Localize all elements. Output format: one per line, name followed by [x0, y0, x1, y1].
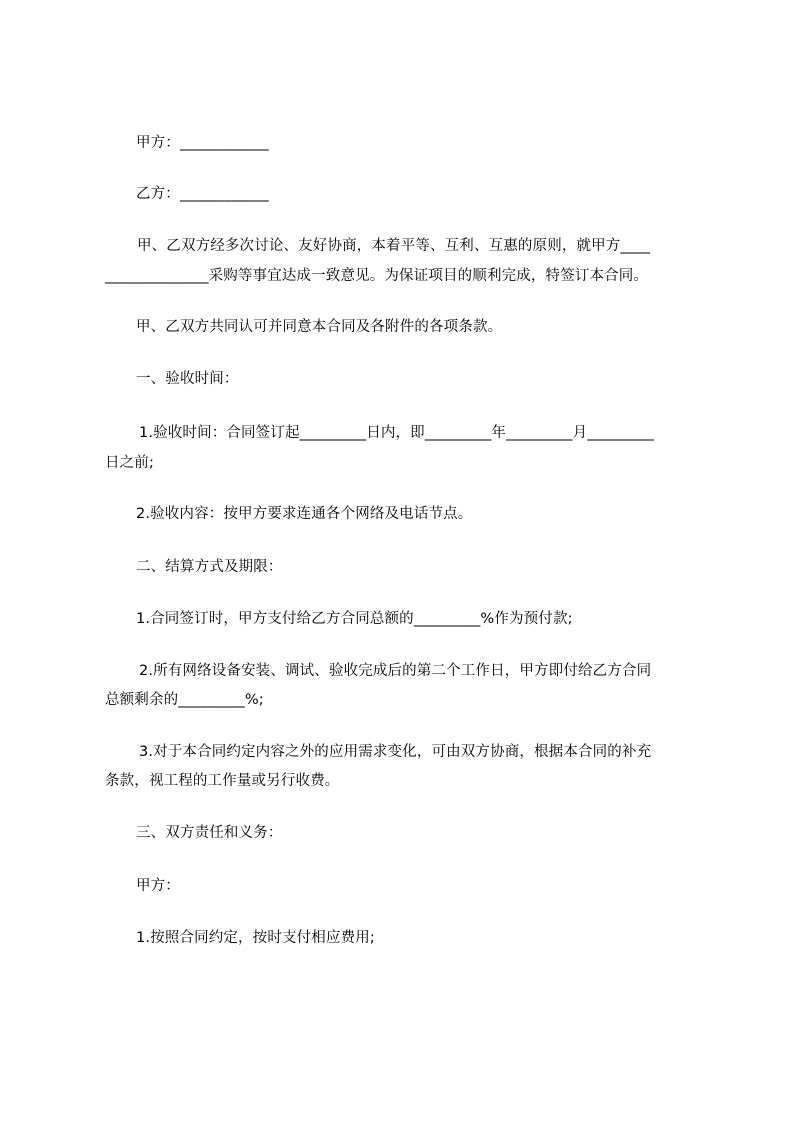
agreement-paragraph: 甲、乙双方共同认可并同意本合同及各附件的各项条款。: [136, 319, 503, 335]
section-2-item-3-line-2: 条款，视工程的工作量或另行收费。: [105, 773, 340, 789]
section-3-item-1: 1.按照合同约定，按时支付相应费用;: [136, 930, 375, 946]
section-1-item-2: 2.验收内容：按甲方要求连通各个网络及电话节点。: [136, 506, 473, 522]
section-1-heading: 一、验收时间：: [136, 371, 239, 387]
section-2-item-2-line-2: 总额剩余的_________%;: [105, 692, 264, 708]
intro-paragraph-line-2: ______________采购等事宜达成一致意见。为保证项目的顺利完成，特签订本合同。: [105, 268, 649, 284]
party-a-label: 甲方：: [136, 878, 180, 894]
section-2-item-1: 1.合同签订时，甲方支付给乙方合同总额的_________%作为预付款;: [136, 611, 573, 627]
section-2-item-3-line-1: 3.对于本合同约定内容之外的应用需求变化，可由双方协商，根据本合同的补充: [139, 744, 652, 760]
section-1-item-1-line-1: 1.验收时间：合同签订起_________日内，即_________年_________月_________: [139, 425, 654, 441]
section-1-item-1-line-2: 日之前;: [105, 455, 154, 471]
section-3-heading: 三、双方责任和义务：: [136, 825, 283, 841]
section-2-item-2-line-1: 2.所有网络设备安装、调试、验收完成后的第二个工作日，甲方即付给乙方合同: [139, 663, 652, 679]
party-b-line: 乙方：____________: [136, 186, 269, 202]
intro-paragraph-line-1: 甲、乙双方经多次讨论、友好协商，本着平等、互利、互惠的原则，就甲方____: [137, 238, 651, 254]
party-a-line: 甲方：____________: [136, 135, 269, 151]
section-2-heading: 二、结算方式及期限：: [136, 559, 283, 575]
